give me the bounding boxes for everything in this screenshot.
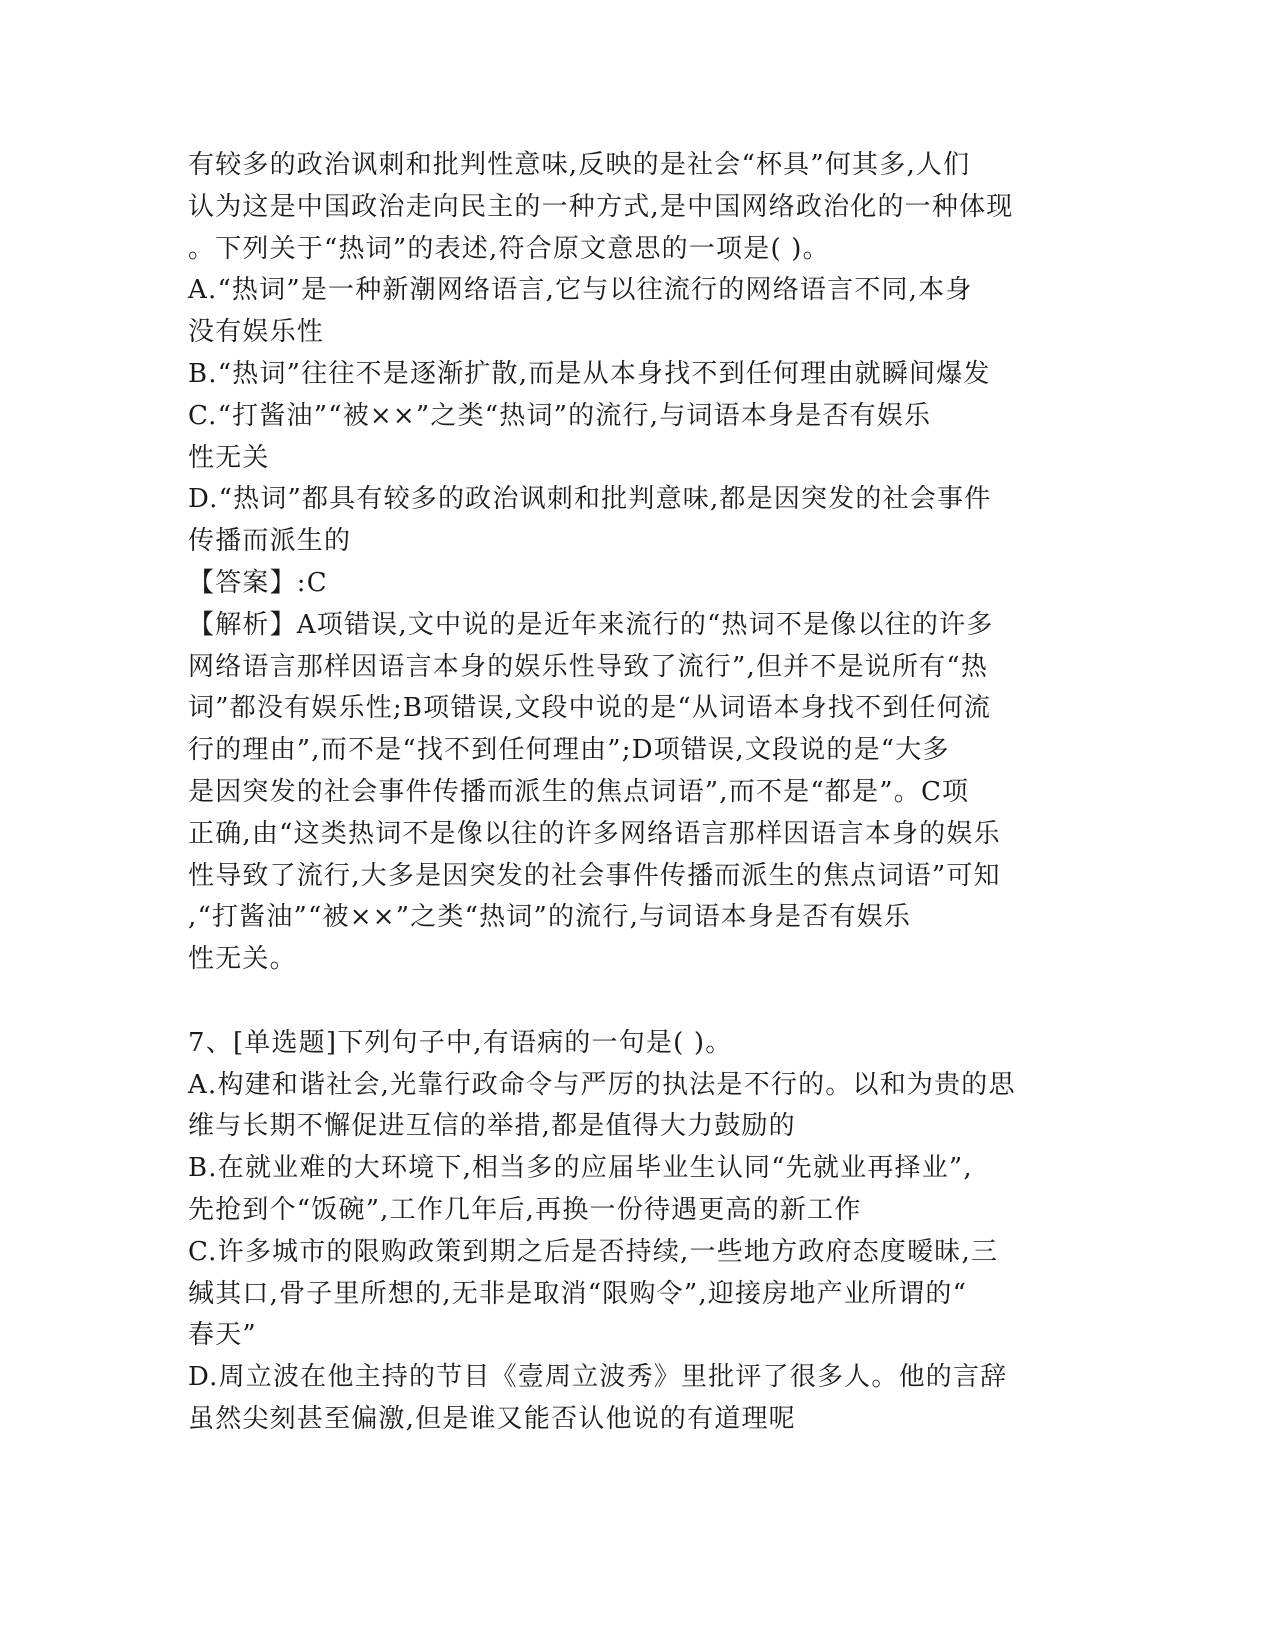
q6-option-c xyxy=(188,396,1088,480)
text-line: 网络语言那样因语言本身的娱乐性导致了流行”,但并不是说所有“热 xyxy=(188,651,989,682)
text-line: ,“打酱油”“被××”之类“热词”的流行,与词语本身是否有娱乐 xyxy=(188,902,912,933)
text-line: 春天” xyxy=(188,1320,257,1351)
text-line: 【解析】A项错误,文中说的是近年来流行的“热词不是像以往的许多 xyxy=(188,609,994,640)
text-line: 性导致了流行,大多是因突发的社会事件传播而派生的焦点词语”可知 xyxy=(188,860,1001,891)
q7-option-b xyxy=(188,1148,1088,1232)
text-line: 性无关。 xyxy=(188,944,297,975)
text-line: B.在就业难的大环境下,相当多的应届毕业生认同“先就业再择业”, xyxy=(188,1153,973,1184)
text-line: A.“热词”是一种新潮网络语言,它与以往流行的网络语言不同,本身 xyxy=(188,275,973,306)
q6-answer: 【答案】:C xyxy=(188,567,328,598)
text-line: 是因突发的社会事件传播而派生的焦点词语”,而不是“都是”。C项 xyxy=(188,776,970,807)
text-line: 缄其口,骨子里所想的,无非是取消“限购令”,迎接房地产业所谓的“ xyxy=(188,1278,968,1309)
text-line: 正确,由“这类热词不是像以往的许多网络语言那样因语言本身的娱乐 xyxy=(188,818,1001,849)
text-line: 维与长期不懈促进互信的举措,都是值得大力鼓励的 xyxy=(188,1111,796,1142)
text-line: 词”都没有娱乐性;B项错误,文段中说的是“从词语本身找不到任何流 xyxy=(188,693,992,724)
text-line: 没有娱乐性 xyxy=(188,317,325,348)
text-line: D.“热词”都具有较多的政治讽刺和批判意味,都是因突发的社会事件 xyxy=(188,484,992,515)
q7-option-a xyxy=(188,1065,1088,1149)
text-line: C.许多城市的限购政策到期之后是否持续,一些地方政府态度暧昧,三 xyxy=(188,1236,999,1267)
text-line: A.构建和谐社会,光靠行政命令与严厉的执法是不行的。以和为贵的思 xyxy=(188,1069,1016,1100)
text-line: 虽然尖刻甚至偏激,但是谁又能否认他说的有道理呢 xyxy=(188,1403,796,1434)
text-line: D.周立波在他主持的节目《壹周立波秀》里批评了很多人。他的言辞 xyxy=(188,1362,1008,1393)
text-line: 传播而派生的 xyxy=(188,526,352,557)
text-line: 认为这是中国政治走向民主的一种方式,是中国网络政治化的一种体现 xyxy=(188,191,1014,222)
q6-option-d xyxy=(188,479,1088,563)
text-line: B.“热词”往往不是逐渐扩散,而是从本身找不到任何理由就瞬间爆发 xyxy=(188,358,991,389)
text-line: 行的理由”,而不是“找不到任何理由”;D项错误,文段说的是“大多 xyxy=(188,735,950,766)
document-body xyxy=(188,145,1088,1441)
text-line: 性无关 xyxy=(188,442,270,473)
q7-stem: 7、[单选题]下列句子中,有语病的一句是( )。 xyxy=(188,1027,733,1058)
q7-option-c xyxy=(188,1232,1088,1357)
q6-option-b xyxy=(188,354,1088,396)
q6-analysis xyxy=(188,605,1088,981)
text-line: 有较多的政治讽刺和批判性意味,反映的是社会“杯具”何其多,人们 xyxy=(188,150,971,180)
paragraph-gap xyxy=(188,981,1088,1023)
text-line: C.“打酱油”“被××”之类“热词”的流行,与词语本身是否有娱乐 xyxy=(188,400,932,431)
passage-tail xyxy=(188,145,1088,270)
q6-option-a xyxy=(188,270,1088,354)
text-line: 先抢到个“饭碗”,工作几年后,再换一份待遇更高的新工作 xyxy=(188,1194,862,1225)
question-prompt: 。下列关于“热词”的表述,符合原文意思的一项是( )。 xyxy=(188,233,830,264)
q7-option-d xyxy=(188,1357,1088,1441)
